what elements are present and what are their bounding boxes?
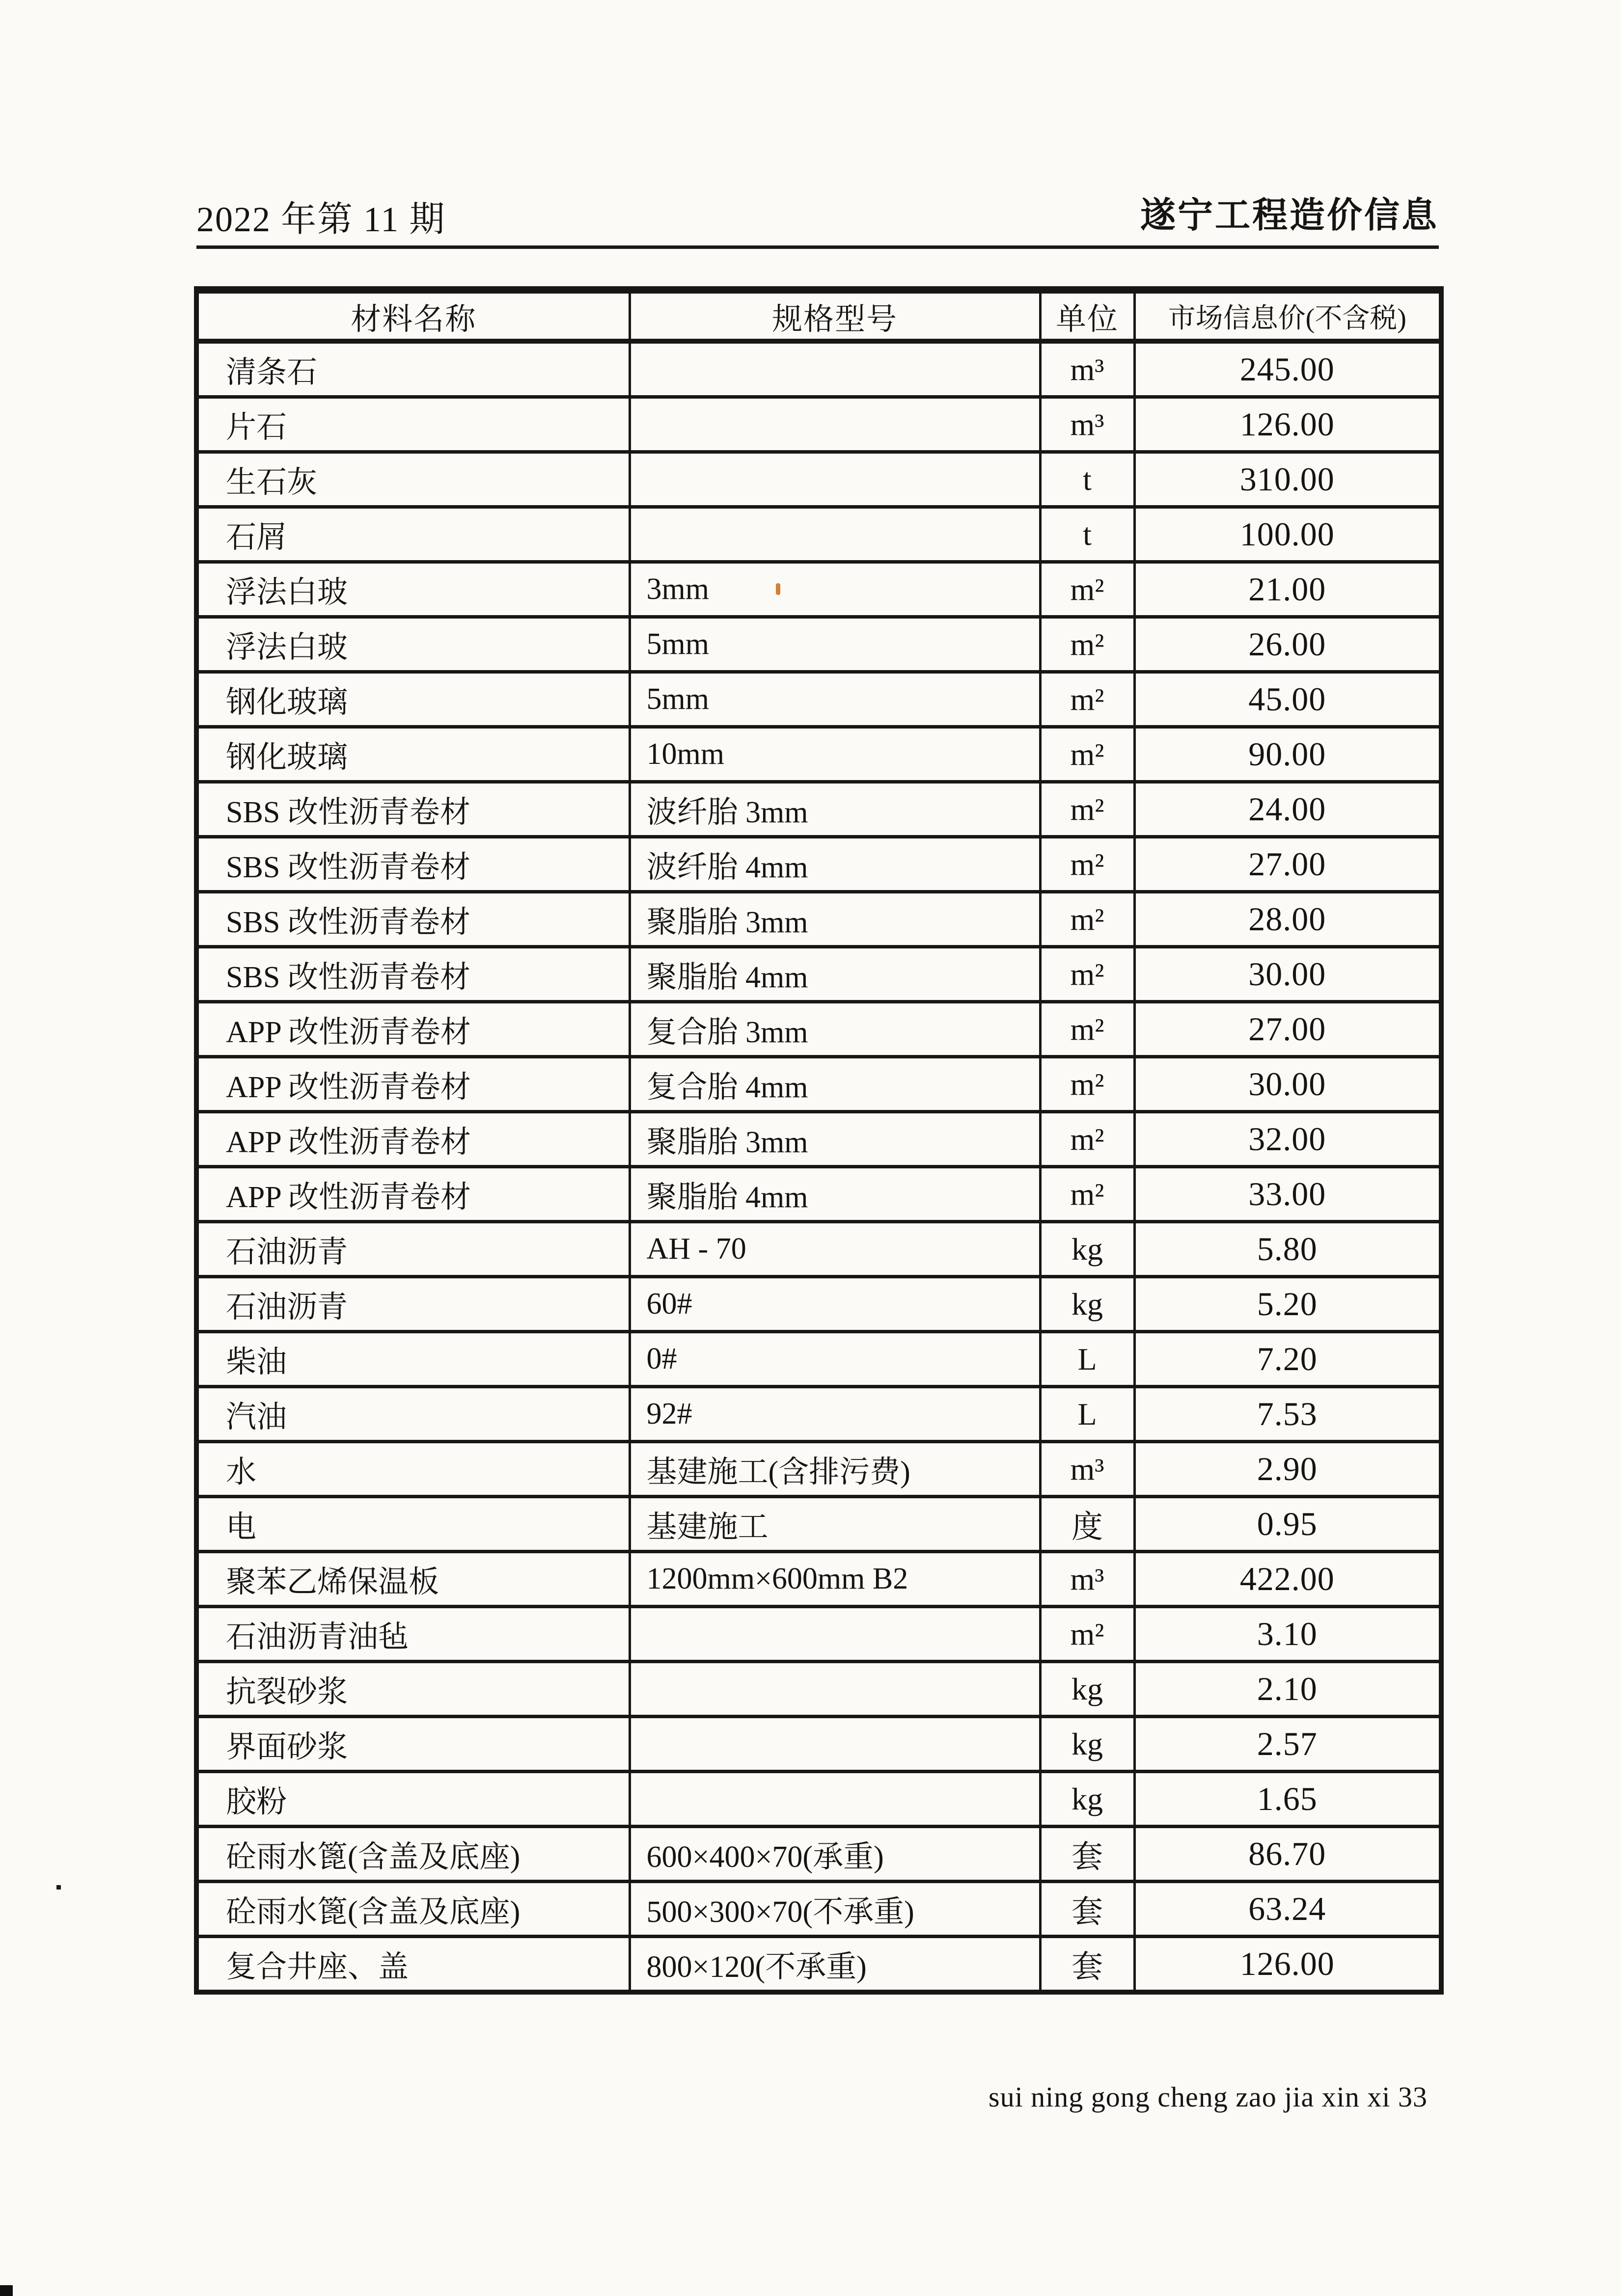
unit-cell: m²	[1040, 1607, 1134, 1662]
scan-speck-dot	[56, 1885, 61, 1890]
price-cell: 7.20	[1134, 1332, 1441, 1387]
price-cell: 30.00	[1134, 947, 1441, 1002]
table-row	[196, 837, 1441, 892]
spec-model-cell: 800×120(不承重)	[630, 1937, 1040, 1993]
spec-model-cell: 3mm	[630, 562, 1040, 617]
unit-cell: m²	[1040, 727, 1134, 782]
journal-title: 遂宁工程造价信息	[1140, 196, 1439, 235]
price-cell: 30.00	[1134, 1057, 1441, 1112]
table-row	[196, 1662, 1441, 1717]
material-name-cell: APP 改性沥青卷材	[196, 1002, 630, 1057]
unit-cell: kg	[1040, 1717, 1134, 1772]
table-row	[196, 1827, 1441, 1882]
unit-cell: m²	[1040, 562, 1134, 617]
table-row	[196, 507, 1441, 562]
table-row	[196, 617, 1441, 672]
table-row	[196, 1442, 1441, 1497]
material-name-cell: 石油沥青	[196, 1222, 630, 1277]
unit-cell: m²	[1040, 1002, 1134, 1057]
scan-speck-orange	[776, 583, 780, 595]
table-row	[196, 1222, 1441, 1277]
table-row	[196, 947, 1441, 1002]
material-name-cell: 砼雨水篦(含盖及底座)	[196, 1827, 630, 1882]
price-cell: 100.00	[1134, 507, 1441, 562]
unit-cell: m²	[1040, 782, 1134, 837]
spec-model-cell: AH - 70	[630, 1222, 1040, 1277]
unit-cell: t	[1040, 452, 1134, 507]
spec-model-cell: 92#	[630, 1387, 1040, 1442]
material-name-cell: 砼雨水篦(含盖及底座)	[196, 1882, 630, 1937]
table-row	[196, 562, 1441, 617]
price-cell: 126.00	[1134, 397, 1441, 452]
material-name-cell: SBS 改性沥青卷材	[196, 947, 630, 1002]
material-name-cell: 电	[196, 1497, 630, 1552]
price-cell: 5.80	[1134, 1222, 1441, 1277]
unit-cell: 度	[1040, 1497, 1134, 1552]
material-name-cell: 浮法白玻	[196, 562, 630, 617]
price-cell: 1.65	[1134, 1772, 1441, 1827]
unit-cell: L	[1040, 1387, 1134, 1442]
header-rule	[196, 245, 1439, 249]
table-row	[196, 1497, 1441, 1552]
price-cell: 245.00	[1134, 341, 1441, 397]
unit-cell: 套	[1040, 1882, 1134, 1937]
material-name-cell: 石油沥青油毡	[196, 1607, 630, 1662]
price-cell: 86.70	[1134, 1827, 1441, 1882]
price-cell: 422.00	[1134, 1552, 1441, 1607]
unit-cell: kg	[1040, 1222, 1134, 1277]
table-row	[196, 1717, 1441, 1772]
material-name-cell: SBS 改性沥青卷材	[196, 837, 630, 892]
unit-cell: m²	[1040, 1057, 1134, 1112]
unit-cell: m²	[1040, 892, 1134, 947]
issue-label: 2022 年第 11 期	[196, 200, 446, 239]
price-cell: 27.00	[1134, 837, 1441, 892]
col-header-spec-model: 规格型号	[630, 290, 1040, 342]
unit-cell: m²	[1040, 947, 1134, 1002]
col-header-unit: 单位	[1040, 290, 1134, 342]
material-name-cell: 钢化玻璃	[196, 672, 630, 727]
spec-model-cell	[630, 1607, 1040, 1662]
spec-model-cell	[630, 1662, 1040, 1717]
material-name-cell: APP 改性沥青卷材	[196, 1057, 630, 1112]
material-name-cell: APP 改性沥青卷材	[196, 1112, 630, 1167]
price-cell: 32.00	[1134, 1112, 1441, 1167]
spec-model-cell: 复合胎 3mm	[630, 1002, 1040, 1057]
spec-model-cell	[630, 397, 1040, 452]
spec-model-cell: 5mm	[630, 617, 1040, 672]
unit-cell: m²	[1040, 1112, 1134, 1167]
spec-model-cell: 10mm	[630, 727, 1040, 782]
price-cell: 26.00	[1134, 617, 1441, 672]
spec-model-cell: 聚脂胎 4mm	[630, 1167, 1040, 1222]
table-row	[196, 672, 1441, 727]
price-cell: 0.95	[1134, 1497, 1441, 1552]
footer-pinyin-page-number: sui ning gong cheng zao jia xin xi 33	[989, 2081, 1428, 2113]
price-cell: 24.00	[1134, 782, 1441, 837]
material-name-cell: 汽油	[196, 1387, 630, 1442]
table-header-row	[196, 290, 1441, 342]
spec-model-cell	[630, 1717, 1040, 1772]
spec-model-cell: 基建施工	[630, 1497, 1040, 1552]
table-row	[196, 1772, 1441, 1827]
spec-model-cell: 聚脂胎 4mm	[630, 947, 1040, 1002]
material-name-cell: 胶粉	[196, 1772, 630, 1827]
price-cell: 33.00	[1134, 1167, 1441, 1222]
price-cell: 90.00	[1134, 727, 1441, 782]
price-cell: 2.90	[1134, 1442, 1441, 1497]
spec-model-cell: 复合胎 4mm	[630, 1057, 1040, 1112]
material-name-cell: 抗裂砂浆	[196, 1662, 630, 1717]
material-price-table	[194, 286, 1444, 1995]
spec-model-cell	[630, 1772, 1040, 1827]
material-name-cell: 片石	[196, 397, 630, 452]
unit-cell: m²	[1040, 1167, 1134, 1222]
material-name-cell: 石油沥青	[196, 1277, 630, 1332]
unit-cell: L	[1040, 1332, 1134, 1387]
material-name-cell: SBS 改性沥青卷材	[196, 782, 630, 837]
spec-model-cell	[630, 341, 1040, 397]
table-row	[196, 1167, 1441, 1222]
spec-model-cell: 聚脂胎 3mm	[630, 1112, 1040, 1167]
price-cell: 2.10	[1134, 1662, 1441, 1717]
unit-cell: kg	[1040, 1662, 1134, 1717]
spec-model-cell: 60#	[630, 1277, 1040, 1332]
price-cell: 5.20	[1134, 1277, 1441, 1332]
table-row	[196, 1387, 1441, 1442]
material-name-cell: SBS 改性沥青卷材	[196, 892, 630, 947]
unit-cell: m³	[1040, 397, 1134, 452]
spec-model-cell: 5mm	[630, 672, 1040, 727]
price-cell: 21.00	[1134, 562, 1441, 617]
table-row	[196, 892, 1441, 947]
price-cell: 2.57	[1134, 1717, 1441, 1772]
col-header-market-price: 市场信息价(不含税)	[1134, 290, 1441, 342]
material-name-cell: 柴油	[196, 1332, 630, 1387]
table-row	[196, 1002, 1441, 1057]
price-cell: 126.00	[1134, 1937, 1441, 1993]
spec-model-cell: 1200mm×600mm B2	[630, 1552, 1040, 1607]
spec-model-cell: 波纤胎 4mm	[630, 837, 1040, 892]
price-cell: 7.53	[1134, 1387, 1441, 1442]
spec-model-cell: 500×300×70(不承重)	[630, 1882, 1040, 1937]
material-name-cell: 界面砂浆	[196, 1717, 630, 1772]
table-row	[196, 782, 1441, 837]
table-row	[196, 1607, 1441, 1662]
table-row	[196, 341, 1441, 397]
unit-cell: m²	[1040, 617, 1134, 672]
price-cell: 28.00	[1134, 892, 1441, 947]
col-header-material-name: 材料名称	[196, 290, 630, 342]
spec-model-cell: 600×400×70(承重)	[630, 1827, 1040, 1882]
material-name-cell: APP 改性沥青卷材	[196, 1167, 630, 1222]
table-row	[196, 1882, 1441, 1937]
material-name-cell: 浮法白玻	[196, 617, 630, 672]
material-name-cell: 复合井座、盖	[196, 1937, 630, 1993]
material-name-cell: 钢化玻璃	[196, 727, 630, 782]
material-name-cell: 石屑	[196, 507, 630, 562]
material-name-cell: 生石灰	[196, 452, 630, 507]
spec-model-cell: 0#	[630, 1332, 1040, 1387]
unit-cell: m²	[1040, 837, 1134, 892]
table-row	[196, 1552, 1441, 1607]
price-cell: 3.10	[1134, 1607, 1441, 1662]
table-row	[196, 452, 1441, 507]
unit-cell: kg	[1040, 1277, 1134, 1332]
price-cell: 27.00	[1134, 1002, 1441, 1057]
table-row	[196, 1057, 1441, 1112]
price-cell: 45.00	[1134, 672, 1441, 727]
unit-cell: kg	[1040, 1772, 1134, 1827]
table-row	[196, 1112, 1441, 1167]
table-row	[196, 727, 1441, 782]
unit-cell: m²	[1040, 672, 1134, 727]
unit-cell: m³	[1040, 341, 1134, 397]
unit-cell: t	[1040, 507, 1134, 562]
table-row	[196, 397, 1441, 452]
spec-model-cell: 基建施工(含排污费)	[630, 1442, 1040, 1497]
spec-model-cell	[630, 507, 1040, 562]
scan-corner-mark	[0, 2285, 13, 2296]
table-row	[196, 1277, 1441, 1332]
spec-model-cell: 聚脂胎 3mm	[630, 892, 1040, 947]
table-body	[196, 341, 1441, 1992]
table-row	[196, 1937, 1441, 1993]
table-row	[196, 1332, 1441, 1387]
unit-cell: m³	[1040, 1442, 1134, 1497]
material-name-cell: 水	[196, 1442, 630, 1497]
unit-cell: 套	[1040, 1937, 1134, 1993]
unit-cell: m³	[1040, 1552, 1134, 1607]
spec-model-cell: 波纤胎 3mm	[630, 782, 1040, 837]
price-cell: 310.00	[1134, 452, 1441, 507]
spec-model-cell	[630, 452, 1040, 507]
material-name-cell: 清条石	[196, 341, 630, 397]
unit-cell: 套	[1040, 1827, 1134, 1882]
material-name-cell: 聚苯乙烯保温板	[196, 1552, 630, 1607]
price-cell: 63.24	[1134, 1882, 1441, 1937]
